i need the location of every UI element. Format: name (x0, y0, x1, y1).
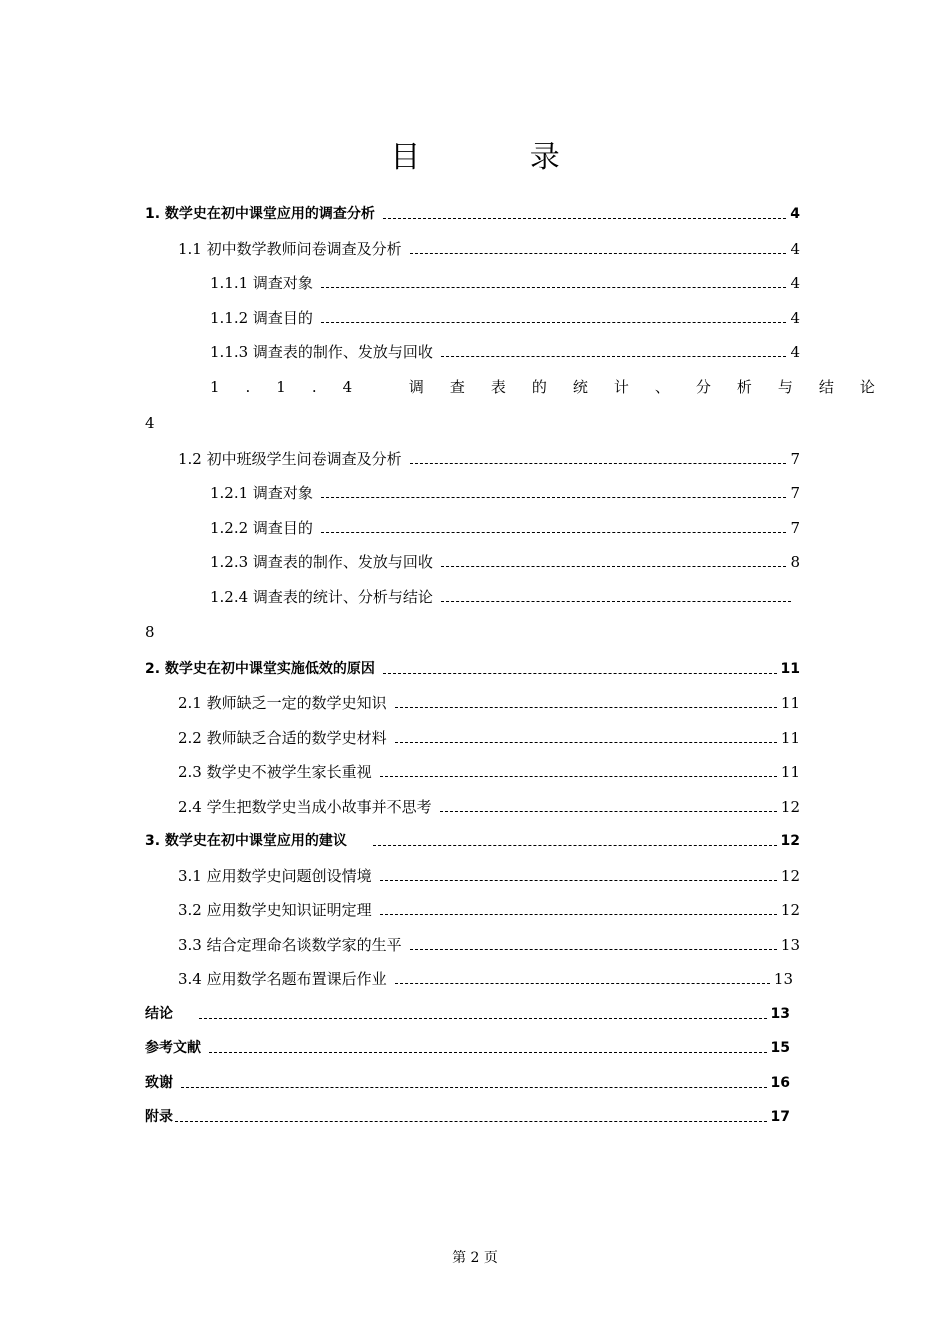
toc-leader (373, 845, 777, 846)
toc-entry-label: 附录 (145, 1109, 173, 1125)
toc-entry-label: 1.2.4 调查表的统计、分析与结论 (210, 588, 433, 606)
toc-entry-page: 12 (780, 901, 800, 919)
toc-entry[interactable] (210, 269, 800, 293)
toc-leader (441, 356, 787, 357)
toc-entry-page: 15 (770, 1040, 790, 1056)
toc-entry-page: 4 (790, 206, 800, 222)
toc-entry[interactable] (210, 479, 800, 503)
toc-leader (441, 601, 791, 602)
toc-leader (321, 497, 787, 498)
toc-leader (321, 287, 787, 288)
toc-entry[interactable] (210, 304, 800, 328)
toc-entry[interactable] (145, 1034, 790, 1058)
toc-entry-label: 3.2 应用数学史知识证明定理 (178, 901, 372, 919)
toc-leader (395, 742, 777, 743)
toc-leader (383, 218, 786, 219)
toc-entry-page: 7 (790, 484, 800, 502)
toc-entry[interactable] (178, 965, 793, 989)
page-footer: 第 2 页 (452, 1250, 498, 1266)
toc-entry[interactable] (145, 1069, 790, 1093)
toc-entry[interactable] (210, 548, 800, 572)
toc-entry-page: 4 (790, 274, 800, 292)
toc-entry-page: 16 (770, 1075, 790, 1091)
toc-entry[interactable] (178, 724, 800, 748)
toc-entry-page: 8 (790, 553, 800, 571)
toc-entry[interactable] (210, 583, 795, 607)
toc-entry-page: 17 (770, 1109, 790, 1125)
toc-entry[interactable] (145, 1103, 790, 1127)
toc-entry[interactable] (178, 235, 800, 259)
toc-entry-label: 1.1.4 调查表的统计、分析与结论 (210, 378, 901, 396)
toc-entry-page: 11 (780, 694, 800, 712)
toc-entry-label: 3. 数学史在初中课堂应用的建议 (145, 833, 347, 849)
toc-entry-label: 3.1 应用数学史问题创设情境 (178, 867, 372, 885)
toc-entry-label: 1.1.2 调查目的 (210, 309, 313, 327)
toc-entry-label: 1.2 初中班级学生问卷调查及分析 (178, 450, 402, 468)
toc-entry-page: 12 (780, 867, 800, 885)
toc-entry-label: 2.3 数学史不被学生家长重视 (178, 763, 372, 781)
toc-entry[interactable] (178, 931, 800, 955)
toc-leader (395, 707, 777, 708)
toc-entry-page: 4 (790, 240, 800, 258)
toc-leader (383, 673, 777, 674)
toc-entry[interactable] (210, 514, 800, 538)
toc-entry-page: 13 (770, 1006, 790, 1022)
toc-entry-label: 1.1.3 调查表的制作、发放与回收 (210, 343, 433, 361)
toc-entry-label: 1.2.1 调查对象 (210, 484, 313, 502)
toc-entry-page: 7 (790, 519, 800, 537)
toc-entry[interactable] (145, 200, 800, 224)
toc-entry[interactable] (210, 373, 901, 397)
toc-entry-label: 2. 数学史在初中课堂实施低效的原因 (145, 661, 375, 677)
toc-entry[interactable] (178, 758, 800, 782)
toc-leader (380, 914, 777, 915)
toc-leader (175, 1121, 767, 1122)
toc-entry[interactable] (178, 445, 800, 469)
toc-entry-label: 1.2.2 调查目的 (210, 519, 313, 537)
toc-leader (321, 532, 787, 533)
toc-entry-label: 2.2 教师缺乏合适的数学史材料 (178, 729, 387, 747)
toc-entry-label: 结论 (145, 1006, 173, 1022)
toc-entry-page: 4 (145, 414, 155, 432)
toc-entry-page: 7 (790, 450, 800, 468)
toc-entry[interactable] (178, 862, 800, 886)
toc-entry[interactable] (178, 793, 800, 817)
toc-entry-label: 2.1 教师缺乏一定的数学史知识 (178, 694, 387, 712)
toc-entry-page: 12 (780, 798, 800, 816)
toc-leader (380, 776, 777, 777)
toc-entry-page: 11 (780, 763, 800, 781)
toc-entry-page: 11 (780, 729, 800, 747)
toc-entry-page: 4 (790, 309, 800, 327)
toc-leader (181, 1087, 767, 1088)
toc-entry[interactable] (178, 689, 800, 713)
toc-entry-label: 1.1.1 调查对象 (210, 274, 313, 292)
toc-entry[interactable] (145, 827, 800, 851)
toc-leader (410, 463, 787, 464)
toc-entry-page: 12 (780, 833, 800, 849)
toc-entry-label: 1.2.3 调查表的制作、发放与回收 (210, 553, 433, 571)
toc-entry-label: 1. 数学史在初中课堂应用的调查分析 (145, 206, 375, 222)
toc-leader (395, 983, 770, 984)
toc-entry-label: 参考文献 (145, 1040, 201, 1056)
toc-entry-page: 13 (773, 970, 793, 988)
toc-leader (209, 1052, 767, 1053)
toc-leader (410, 253, 787, 254)
toc-entry-page: 11 (780, 661, 800, 677)
toc-leader (410, 949, 777, 950)
toc-leader (380, 880, 777, 881)
toc-title: 目 录 (390, 140, 610, 175)
toc-leader (441, 566, 787, 567)
toc-entry-label: 3.4 应用数学名题布置课后作业 (178, 970, 387, 988)
toc-entry[interactable] (210, 338, 800, 362)
toc-entry-page: 13 (780, 936, 800, 954)
toc-entry-label: 2.4 学生把数学史当成小故事并不思考 (178, 798, 432, 816)
toc-entry-label: 3.3 结合定理命名谈数学家的生平 (178, 936, 402, 954)
toc-entry[interactable] (145, 655, 800, 679)
toc-entry[interactable] (178, 896, 800, 920)
toc-leader (199, 1018, 767, 1019)
toc-leader (321, 322, 787, 323)
toc-entry-label: 1.1 初中数学教师问卷调查及分析 (178, 240, 402, 258)
toc-entry-page: 8 (145, 623, 155, 641)
toc-entry-page: 4 (790, 343, 800, 361)
toc-entry[interactable] (145, 1000, 790, 1024)
toc-leader (440, 811, 777, 812)
toc-entry-label: 致谢 (145, 1075, 173, 1091)
